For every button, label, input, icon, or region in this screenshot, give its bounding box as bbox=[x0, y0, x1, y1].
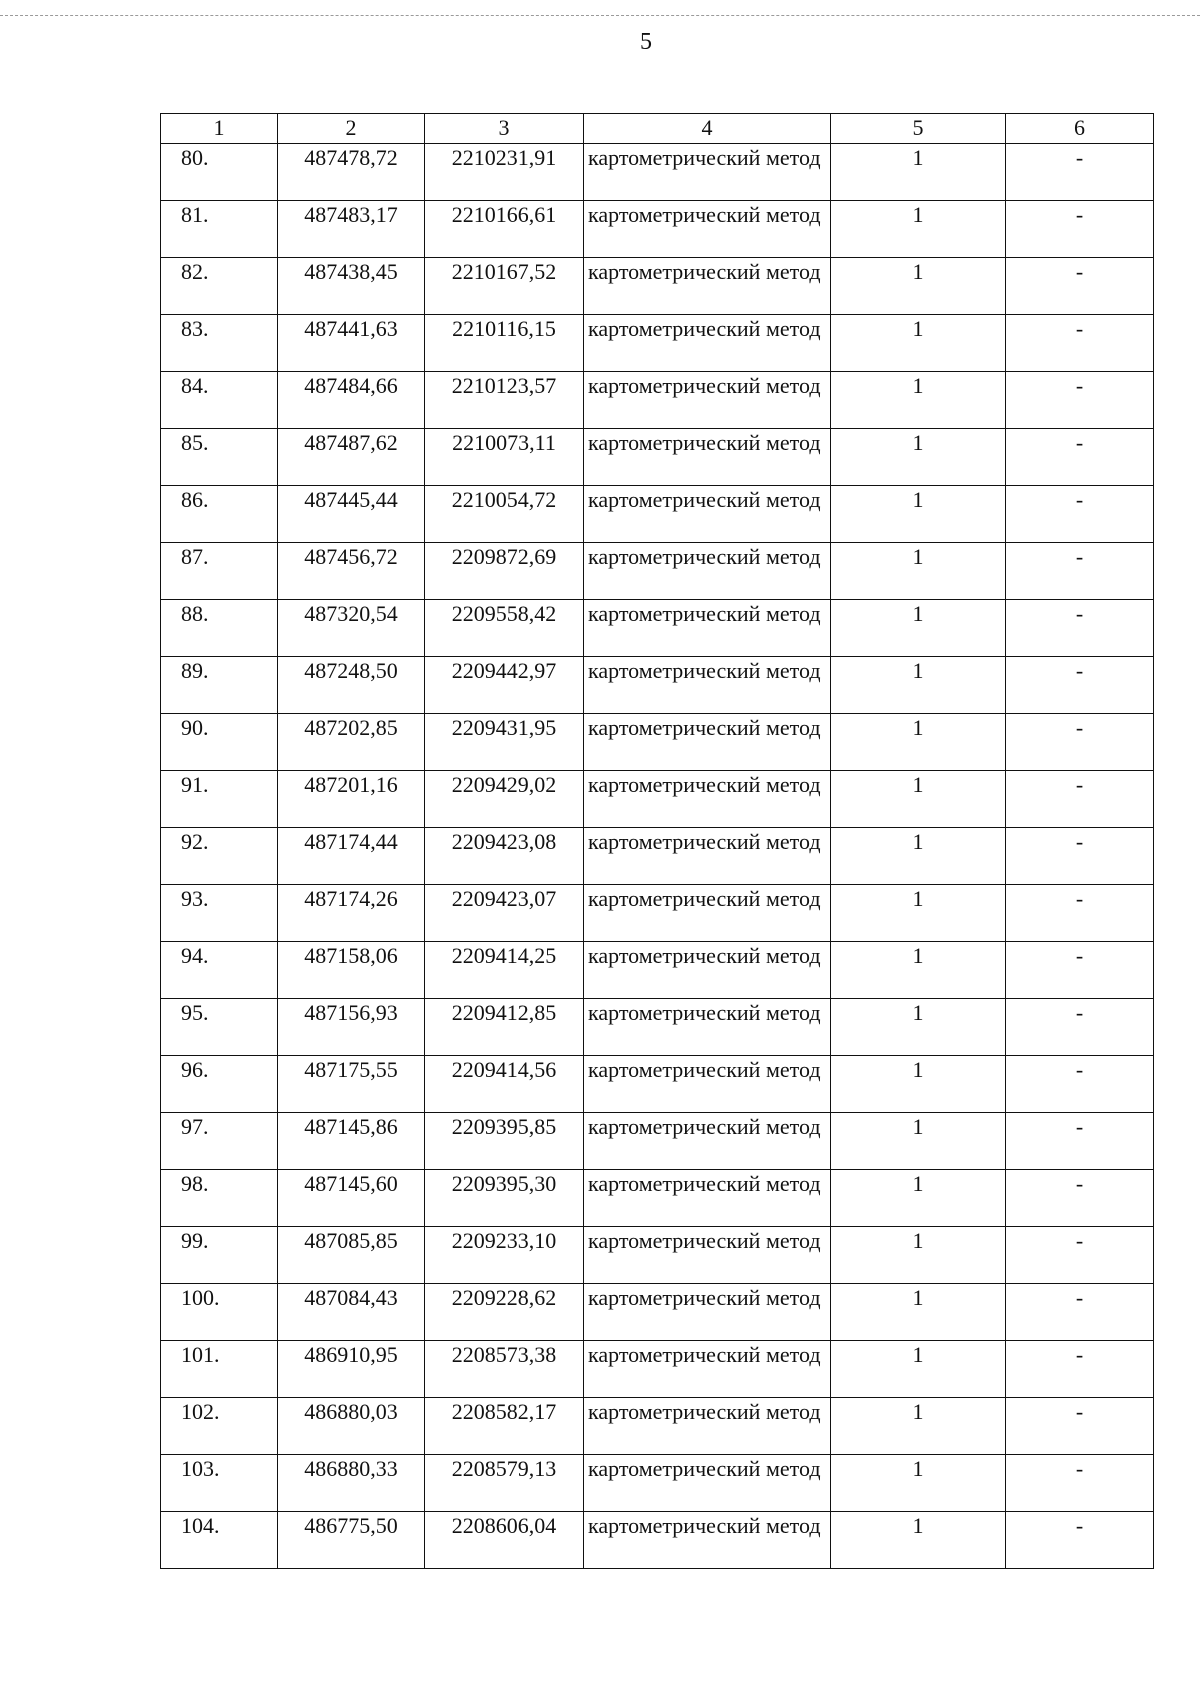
y-coordinate-cell: 2209414,25 bbox=[425, 942, 584, 999]
point-number-cell: 102. bbox=[161, 1398, 278, 1455]
point-number-cell: 90. bbox=[161, 714, 278, 771]
accuracy-cell: 1 bbox=[831, 714, 1006, 771]
table-row bbox=[161, 657, 1154, 714]
page-number: 5 bbox=[640, 29, 652, 55]
note-cell: - bbox=[1006, 1227, 1154, 1284]
table-row bbox=[161, 771, 1154, 828]
table-row bbox=[161, 1341, 1154, 1398]
header-col-1: 1 bbox=[161, 114, 278, 144]
method-cell: картометрический метод bbox=[584, 1170, 831, 1227]
x-coordinate-cell: 487145,60 bbox=[278, 1170, 425, 1227]
y-coordinate-cell: 2209442,97 bbox=[425, 657, 584, 714]
table-row bbox=[161, 372, 1154, 429]
method-cell: картометрический метод bbox=[584, 486, 831, 543]
accuracy-cell: 1 bbox=[831, 771, 1006, 828]
point-number-cell: 91. bbox=[161, 771, 278, 828]
table-row bbox=[161, 1512, 1154, 1569]
accuracy-cell: 1 bbox=[831, 1455, 1006, 1512]
y-coordinate-cell: 2209414,56 bbox=[425, 1056, 584, 1113]
method-cell: картометрический метод bbox=[584, 429, 831, 486]
y-coordinate-cell: 2209412,85 bbox=[425, 999, 584, 1056]
y-coordinate-cell: 2209228,62 bbox=[425, 1284, 584, 1341]
method-cell: картометрический метод bbox=[584, 942, 831, 999]
y-coordinate-cell: 2210073,11 bbox=[425, 429, 584, 486]
table-row bbox=[161, 1455, 1154, 1512]
method-cell: картометрический метод bbox=[584, 1227, 831, 1284]
y-coordinate-cell: 2209431,95 bbox=[425, 714, 584, 771]
note-cell: - bbox=[1006, 1455, 1154, 1512]
note-cell: - bbox=[1006, 1512, 1154, 1569]
x-coordinate-cell: 487438,45 bbox=[278, 258, 425, 315]
x-coordinate-cell: 487156,93 bbox=[278, 999, 425, 1056]
note-cell: - bbox=[1006, 942, 1154, 999]
table-row bbox=[161, 1227, 1154, 1284]
method-cell: картометрический метод bbox=[584, 714, 831, 771]
note-cell: - bbox=[1006, 201, 1154, 258]
table-row bbox=[161, 600, 1154, 657]
accuracy-cell: 1 bbox=[831, 1398, 1006, 1455]
table-row bbox=[161, 543, 1154, 600]
point-number-cell: 92. bbox=[161, 828, 278, 885]
table-row bbox=[161, 885, 1154, 942]
accuracy-cell: 1 bbox=[831, 258, 1006, 315]
x-coordinate-cell: 487174,26 bbox=[278, 885, 425, 942]
note-cell: - bbox=[1006, 714, 1154, 771]
x-coordinate-cell: 486910,95 bbox=[278, 1341, 425, 1398]
note-cell: - bbox=[1006, 315, 1154, 372]
accuracy-cell: 1 bbox=[831, 942, 1006, 999]
x-coordinate-cell: 487484,66 bbox=[278, 372, 425, 429]
accuracy-cell: 1 bbox=[831, 1113, 1006, 1170]
y-coordinate-cell: 2209872,69 bbox=[425, 543, 584, 600]
accuracy-cell: 1 bbox=[831, 657, 1006, 714]
point-number-cell: 81. bbox=[161, 201, 278, 258]
x-coordinate-cell: 487456,72 bbox=[278, 543, 425, 600]
note-cell: - bbox=[1006, 486, 1154, 543]
accuracy-cell: 1 bbox=[831, 201, 1006, 258]
point-number-cell: 94. bbox=[161, 942, 278, 999]
point-number-cell: 80. bbox=[161, 144, 278, 201]
x-coordinate-cell: 487248,50 bbox=[278, 657, 425, 714]
y-coordinate-cell: 2210167,52 bbox=[425, 258, 584, 315]
table-row bbox=[161, 1113, 1154, 1170]
accuracy-cell: 1 bbox=[831, 1512, 1006, 1569]
point-number-cell: 95. bbox=[161, 999, 278, 1056]
header-col-3: 3 bbox=[425, 114, 584, 144]
y-coordinate-cell: 2208573,38 bbox=[425, 1341, 584, 1398]
accuracy-cell: 1 bbox=[831, 315, 1006, 372]
note-cell: - bbox=[1006, 372, 1154, 429]
y-coordinate-cell: 2208606,04 bbox=[425, 1512, 584, 1569]
accuracy-cell: 1 bbox=[831, 1170, 1006, 1227]
table-row bbox=[161, 828, 1154, 885]
y-coordinate-cell: 2210123,57 bbox=[425, 372, 584, 429]
point-number-cell: 82. bbox=[161, 258, 278, 315]
method-cell: картометрический метод bbox=[584, 543, 831, 600]
x-coordinate-cell: 487085,85 bbox=[278, 1227, 425, 1284]
point-number-cell: 101. bbox=[161, 1341, 278, 1398]
x-coordinate-cell: 487202,85 bbox=[278, 714, 425, 771]
accuracy-cell: 1 bbox=[831, 1341, 1006, 1398]
note-cell: - bbox=[1006, 1284, 1154, 1341]
accuracy-cell: 1 bbox=[831, 828, 1006, 885]
point-number-cell: 97. bbox=[161, 1113, 278, 1170]
point-number-cell: 83. bbox=[161, 315, 278, 372]
y-coordinate-cell: 2209233,10 bbox=[425, 1227, 584, 1284]
method-cell: картометрический метод bbox=[584, 1113, 831, 1170]
note-cell: - bbox=[1006, 429, 1154, 486]
y-coordinate-cell: 2209423,07 bbox=[425, 885, 584, 942]
method-cell: картометрический метод bbox=[584, 258, 831, 315]
note-cell: - bbox=[1006, 999, 1154, 1056]
x-coordinate-cell: 487158,06 bbox=[278, 942, 425, 999]
y-coordinate-cell: 2210054,72 bbox=[425, 486, 584, 543]
table-row bbox=[161, 315, 1154, 372]
y-coordinate-cell: 2209558,42 bbox=[425, 600, 584, 657]
method-cell: картометрический метод bbox=[584, 1284, 831, 1341]
table-body bbox=[161, 144, 1154, 1569]
accuracy-cell: 1 bbox=[831, 372, 1006, 429]
accuracy-cell: 1 bbox=[831, 600, 1006, 657]
x-coordinate-cell: 487175,55 bbox=[278, 1056, 425, 1113]
note-cell: - bbox=[1006, 1170, 1154, 1227]
method-cell: картометрический метод bbox=[584, 828, 831, 885]
accuracy-cell: 1 bbox=[831, 885, 1006, 942]
method-cell: картометрический метод bbox=[584, 1398, 831, 1455]
point-number-cell: 84. bbox=[161, 372, 278, 429]
point-number-cell: 100. bbox=[161, 1284, 278, 1341]
table-row bbox=[161, 1284, 1154, 1341]
method-cell: картометрический метод bbox=[584, 144, 831, 201]
accuracy-cell: 1 bbox=[831, 1227, 1006, 1284]
note-cell: - bbox=[1006, 543, 1154, 600]
method-cell: картометрический метод bbox=[584, 1512, 831, 1569]
point-number-cell: 104. bbox=[161, 1512, 278, 1569]
note-cell: - bbox=[1006, 657, 1154, 714]
method-cell: картометрический метод bbox=[584, 1056, 831, 1113]
header-col-5: 5 bbox=[831, 114, 1006, 144]
table-row bbox=[161, 201, 1154, 258]
table-row bbox=[161, 714, 1154, 771]
method-cell: картометрический метод bbox=[584, 600, 831, 657]
table-row bbox=[161, 1170, 1154, 1227]
x-coordinate-cell: 487487,62 bbox=[278, 429, 425, 486]
note-cell: - bbox=[1006, 600, 1154, 657]
x-coordinate-cell: 487483,17 bbox=[278, 201, 425, 258]
x-coordinate-cell: 487441,63 bbox=[278, 315, 425, 372]
accuracy-cell: 1 bbox=[831, 1056, 1006, 1113]
method-cell: картометрический метод bbox=[584, 201, 831, 258]
point-number-cell: 96. bbox=[161, 1056, 278, 1113]
y-coordinate-cell: 2210231,91 bbox=[425, 144, 584, 201]
header-col-4: 4 bbox=[584, 114, 831, 144]
y-coordinate-cell: 2208582,17 bbox=[425, 1398, 584, 1455]
method-cell: картометрический метод bbox=[584, 885, 831, 942]
table-row bbox=[161, 429, 1154, 486]
method-cell: картометрический метод bbox=[584, 771, 831, 828]
accuracy-cell: 1 bbox=[831, 486, 1006, 543]
point-number-cell: 99. bbox=[161, 1227, 278, 1284]
header-col-2: 2 bbox=[278, 114, 425, 144]
x-coordinate-cell: 486775,50 bbox=[278, 1512, 425, 1569]
y-coordinate-cell: 2210116,15 bbox=[425, 315, 584, 372]
note-cell: - bbox=[1006, 771, 1154, 828]
method-cell: картометрический метод bbox=[584, 1341, 831, 1398]
accuracy-cell: 1 bbox=[831, 1284, 1006, 1341]
x-coordinate-cell: 486880,03 bbox=[278, 1398, 425, 1455]
accuracy-cell: 1 bbox=[831, 543, 1006, 600]
note-cell: - bbox=[1006, 1341, 1154, 1398]
y-coordinate-cell: 2209429,02 bbox=[425, 771, 584, 828]
note-cell: - bbox=[1006, 1056, 1154, 1113]
table-row bbox=[161, 144, 1154, 201]
point-number-cell: 85. bbox=[161, 429, 278, 486]
x-coordinate-cell: 486880,33 bbox=[278, 1455, 425, 1512]
note-cell: - bbox=[1006, 885, 1154, 942]
table-row bbox=[161, 486, 1154, 543]
y-coordinate-cell: 2209395,30 bbox=[425, 1170, 584, 1227]
method-cell: картометрический метод bbox=[584, 657, 831, 714]
point-number-cell: 98. bbox=[161, 1170, 278, 1227]
table-row bbox=[161, 1056, 1154, 1113]
scan-top-rule bbox=[0, 15, 1200, 16]
y-coordinate-cell: 2210166,61 bbox=[425, 201, 584, 258]
y-coordinate-cell: 2209423,08 bbox=[425, 828, 584, 885]
point-number-cell: 93. bbox=[161, 885, 278, 942]
y-coordinate-cell: 2208579,13 bbox=[425, 1455, 584, 1512]
note-cell: - bbox=[1006, 258, 1154, 315]
point-number-cell: 86. bbox=[161, 486, 278, 543]
x-coordinate-cell: 487201,16 bbox=[278, 771, 425, 828]
x-coordinate-cell: 487084,43 bbox=[278, 1284, 425, 1341]
header-col-6: 6 bbox=[1006, 114, 1154, 144]
point-number-cell: 89. bbox=[161, 657, 278, 714]
coordinates-table bbox=[160, 113, 1154, 1569]
y-coordinate-cell: 2209395,85 bbox=[425, 1113, 584, 1170]
x-coordinate-cell: 487174,44 bbox=[278, 828, 425, 885]
method-cell: картометрический метод bbox=[584, 372, 831, 429]
point-number-cell: 88. bbox=[161, 600, 278, 657]
method-cell: картометрический метод bbox=[584, 315, 831, 372]
accuracy-cell: 1 bbox=[831, 429, 1006, 486]
x-coordinate-cell: 487320,54 bbox=[278, 600, 425, 657]
note-cell: - bbox=[1006, 1113, 1154, 1170]
x-coordinate-cell: 487478,72 bbox=[278, 144, 425, 201]
note-cell: - bbox=[1006, 144, 1154, 201]
x-coordinate-cell: 487445,44 bbox=[278, 486, 425, 543]
note-cell: - bbox=[1006, 828, 1154, 885]
point-number-cell: 103. bbox=[161, 1455, 278, 1512]
accuracy-cell: 1 bbox=[831, 144, 1006, 201]
method-cell: картометрический метод bbox=[584, 999, 831, 1056]
table-row bbox=[161, 258, 1154, 315]
table-row bbox=[161, 999, 1154, 1056]
method-cell: картометрический метод bbox=[584, 1455, 831, 1512]
accuracy-cell: 1 bbox=[831, 999, 1006, 1056]
table-header-row bbox=[161, 114, 1154, 144]
x-coordinate-cell: 487145,86 bbox=[278, 1113, 425, 1170]
table-row bbox=[161, 942, 1154, 999]
point-number-cell: 87. bbox=[161, 543, 278, 600]
table-row bbox=[161, 1398, 1154, 1455]
note-cell: - bbox=[1006, 1398, 1154, 1455]
